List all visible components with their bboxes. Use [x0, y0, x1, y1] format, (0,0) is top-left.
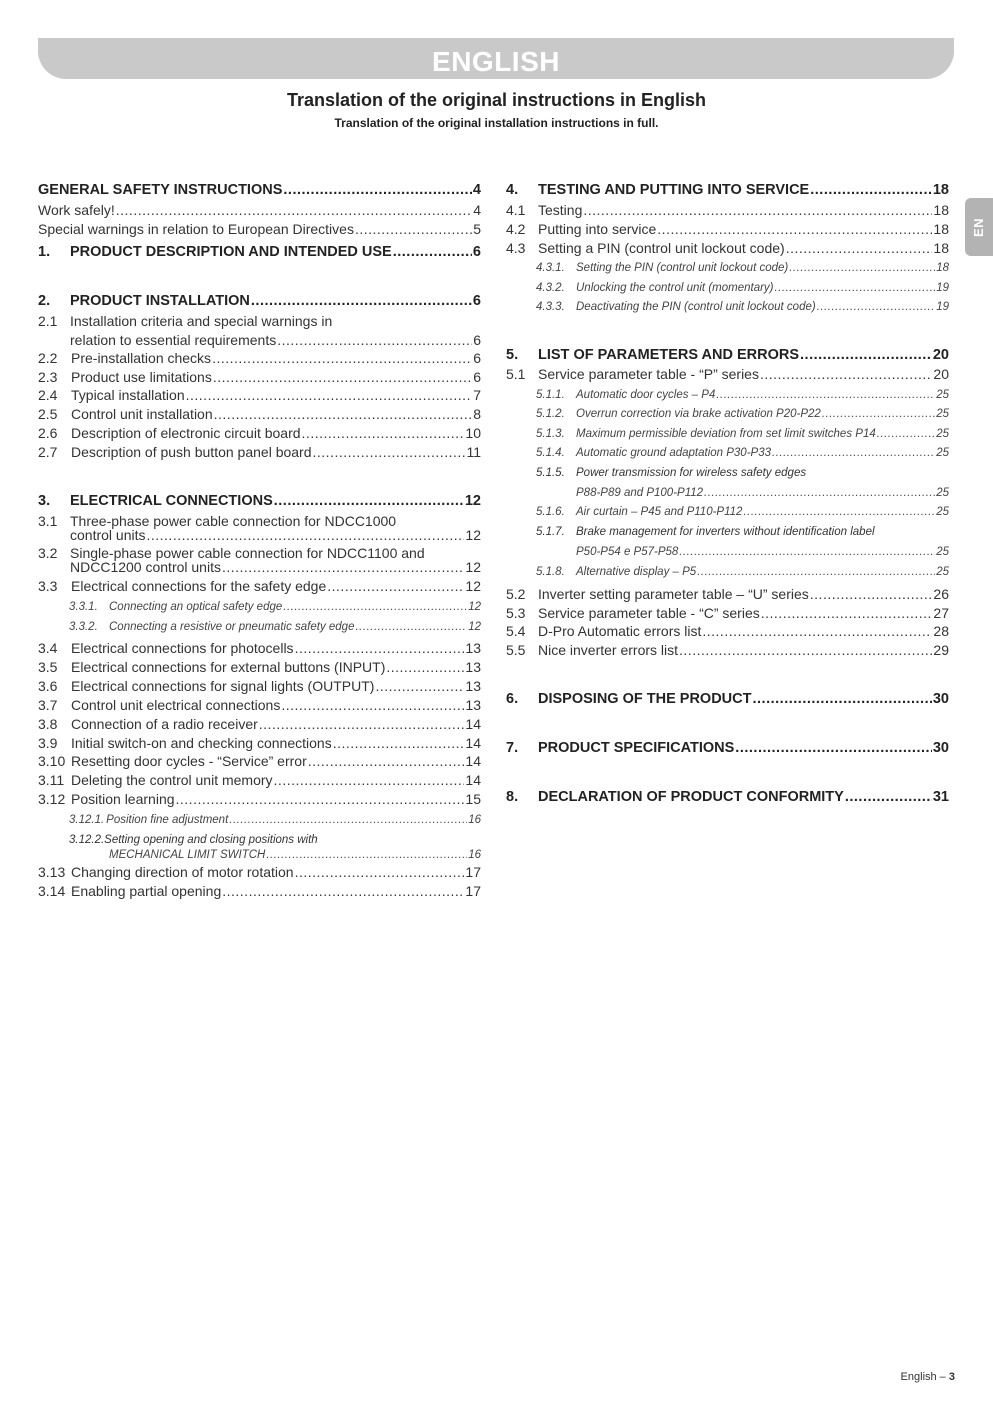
toc-entry-5-1-3[interactable]: 5.1.3. Maximum permissible deviation from set limit switches P14 ..... 25 — [506, 426, 949, 443]
toc-entry-3-8[interactable]: 3.8 Connection of a radio receiver ..... 14 — [38, 716, 481, 733]
footer-page-number: 3 — [948, 1371, 955, 1383]
toc-entry-work-safely[interactable]: Work safely! ..... 4 — [38, 202, 481, 219]
toc-entry-4-3[interactable]: 4.3 Setting a PIN (control unit lockout code) ..... 18 — [506, 240, 949, 257]
language-banner — [38, 38, 954, 79]
toc-entry-3-1-line1: 3.1 Three-phase power cable connection for NDCC1000 — [38, 513, 397, 529]
toc-entry-section-4[interactable]: 4. TESTING AND PUTTING INTO SERVICE ..... 18 — [506, 182, 949, 199]
footer-label: English – — [900, 1371, 946, 1383]
toc-entry-5-4[interactable]: 5.4 D-Pro Automatic errors list ..... 28 — [506, 623, 949, 640]
toc-entry-section-8[interactable]: 8. DECLARATION OF PRODUCT CONFORMITY ..... 31 — [506, 789, 949, 806]
language-tab-label: EN — [971, 217, 987, 237]
page-footer — [901, 1371, 955, 1383]
document-title: Translation of the original instructions in English — [286, 90, 707, 110]
toc-entry-5-1-7-line1: 5.1.7. Brake management for inverters without identification label — [536, 526, 875, 538]
toc-entry-2-2[interactable]: 2.2 Pre-installation checks ..... 6 — [38, 350, 481, 367]
toc-entry-general-safety[interactable]: GENERAL SAFETY INSTRUCTIONS ..... 4 — [38, 182, 481, 199]
toc-entry-3-12-2-line1: 3.12.2.Setting opening and closing positions with — [69, 834, 318, 846]
toc-entry-3-1[interactable]: control units ..... 12 — [38, 527, 481, 544]
toc-entry-5-5[interactable]: 5.5 Nice inverter errors list ..... 29 — [506, 642, 949, 659]
toc-entry-3-6[interactable]: 3.6 Electrical connections for signal lights (OUTPUT) ..... 13 — [38, 678, 481, 695]
toc-entry-section-7[interactable]: 7. PRODUCT SPECIFICATIONS ..... 30 — [506, 740, 949, 757]
toc-entry-2-1[interactable]: relation to essential requirements ..... 6 — [38, 332, 481, 349]
toc-entry-section-1[interactable]: 1. PRODUCT DESCRIPTION AND INTENDED USE ..... 6 — [38, 244, 481, 261]
toc-entry-5-1-5-line1: 5.1.5. Power transmission for wireless safety edges — [536, 467, 807, 479]
toc-entry-4-1[interactable]: 4.1 Testing ..... 18 — [506, 202, 949, 219]
toc-entry-5-1-5[interactable]: P88-P89 and P100-P112 ..... 25 — [506, 485, 949, 502]
toc-entry-3-2-line1: 3.2 Single-phase power cable connection for NDCC1100 and — [38, 545, 425, 561]
toc-entry-2-5[interactable]: 2.5 Control unit installation ..... 8 — [38, 406, 481, 423]
toc-entry-5-2[interactable]: 5.2 Inverter setting parameter table – “U” series ..... 26 — [506, 586, 949, 603]
toc-entry-3-11[interactable]: 3.11 Deleting the control unit memory ..... 14 — [38, 772, 481, 789]
toc-entry-4-3-1[interactable]: 4.3.1. Setting the PIN (control unit lockout code) ..... 18 — [506, 260, 949, 277]
toc-entry-3-12-2[interactable]: MECHANICAL LIMIT SWITCH ..... 16 — [38, 847, 481, 864]
toc-entry-5-1-1[interactable]: 5.1.1. Automatic door cycles – P4 ..... 25 — [506, 387, 949, 404]
toc-entry-special-warnings[interactable]: Special warnings in relation to European Directives ..... 5 — [38, 221, 481, 238]
toc-entry-3-3-1[interactable]: 3.3.1. Connecting an optical safety edge ..... 12 — [38, 599, 481, 616]
toc-entry-section-3[interactable]: 3. ELECTRICAL CONNECTIONS ..... 12 — [38, 493, 481, 510]
toc-entry-3-7[interactable]: 3.7 Control unit electrical connections ..... 13 — [38, 697, 481, 714]
toc-entry-3-12[interactable]: 3.12 Position learning ..... 15 — [38, 791, 481, 808]
toc-entry-3-10[interactable]: 3.10 Resetting door cycles - “Service” error ..... 14 — [38, 753, 481, 770]
toc-entry-4-2[interactable]: 4.2 Putting into service ..... 18 — [506, 221, 949, 238]
toc-entry-5-1-4[interactable]: 5.1.4. Automatic ground adaptation P30-P33 ..... 25 — [506, 445, 949, 462]
toc-entry-3-3-2[interactable]: 3.3.2. Connecting a resistive or pneumatic safety edge ..... 12 — [38, 619, 481, 636]
toc-entry-2-3[interactable]: 2.3 Product use limitations ..... 6 — [38, 369, 481, 386]
toc-entry-3-12-1[interactable]: 3.12.1. Position fine adjustment ..... 16 — [38, 812, 481, 829]
toc-entry-5-1[interactable]: 5.1 Service parameter table - “P” series ..... 20 — [506, 366, 949, 383]
toc-entry-5-1-7[interactable]: P50-P54 e P57-P58 ..... 25 — [506, 544, 949, 561]
toc-entry-3-3[interactable]: 3.3 Electrical connections for the safety edge ..... 12 — [38, 578, 481, 595]
toc-entry-3-14[interactable]: 3.14 Enabling partial opening ..... 17 — [38, 883, 481, 900]
document-subtitle: Translation of the original installation instructions in full. — [334, 116, 659, 130]
toc-entry-2-4[interactable]: 2.4 Typical installation ..... 7 — [38, 387, 481, 404]
toc-entry-3-2[interactable]: NDCC1200 control units ..... 12 — [38, 559, 481, 576]
language-tab — [965, 198, 993, 256]
toc-entry-4-3-3[interactable]: 4.3.3. Deactivating the PIN (control unit lockout code) ..... 19 — [506, 299, 949, 316]
toc-entry-5-1-6[interactable]: 5.1.6. Air curtain – P45 and P110-P112 ..... 25 — [506, 504, 949, 521]
toc-entry-section-6[interactable]: 6. DISPOSING OF THE PRODUCT ..... 30 — [506, 691, 949, 708]
toc-entry-3-5[interactable]: 3.5 Electrical connections for external buttons (INPUT) ..... 13 — [38, 659, 481, 676]
toc-entry-3-13[interactable]: 3.13 Changing direction of motor rotation ..... 17 — [38, 864, 481, 881]
toc-entry-5-1-8[interactable]: 5.1.8. Alternative display – P5 ..... 25 — [506, 564, 949, 581]
toc-entry-2-1-line1: 2.1 Installation criteria and special warnings in — [38, 313, 333, 329]
toc-entry-3-9[interactable]: 3.9 Initial switch-on and checking connections ..... 14 — [38, 735, 481, 752]
toc-entry-5-3[interactable]: 5.3 Service parameter table - “C” series ..... 27 — [506, 605, 949, 622]
toc-entry-section-5[interactable]: 5. LIST OF PARAMETERS AND ERRORS ..... 20 — [506, 347, 949, 364]
banner-title: ENGLISH — [432, 45, 560, 77]
toc-entry-5-1-2[interactable]: 5.1.2. Overrun correction via brake activation P20-P22 ..... 25 — [506, 406, 949, 423]
toc-entry-4-3-2[interactable]: 4.3.2. Unlocking the control unit (momentary) ..... 19 — [506, 280, 949, 297]
toc-entry-section-2[interactable]: 2. PRODUCT INSTALLATION ..... 6 — [38, 293, 481, 310]
toc-entry-2-7[interactable]: 2.7 Description of push button panel board ..... 11 — [38, 444, 481, 461]
toc-entry-3-4[interactable]: 3.4 Electrical connections for photocells ..... 13 — [38, 640, 481, 657]
toc-entry-2-6[interactable]: 2.6 Description of electronic circuit board ..... 10 — [38, 425, 481, 442]
